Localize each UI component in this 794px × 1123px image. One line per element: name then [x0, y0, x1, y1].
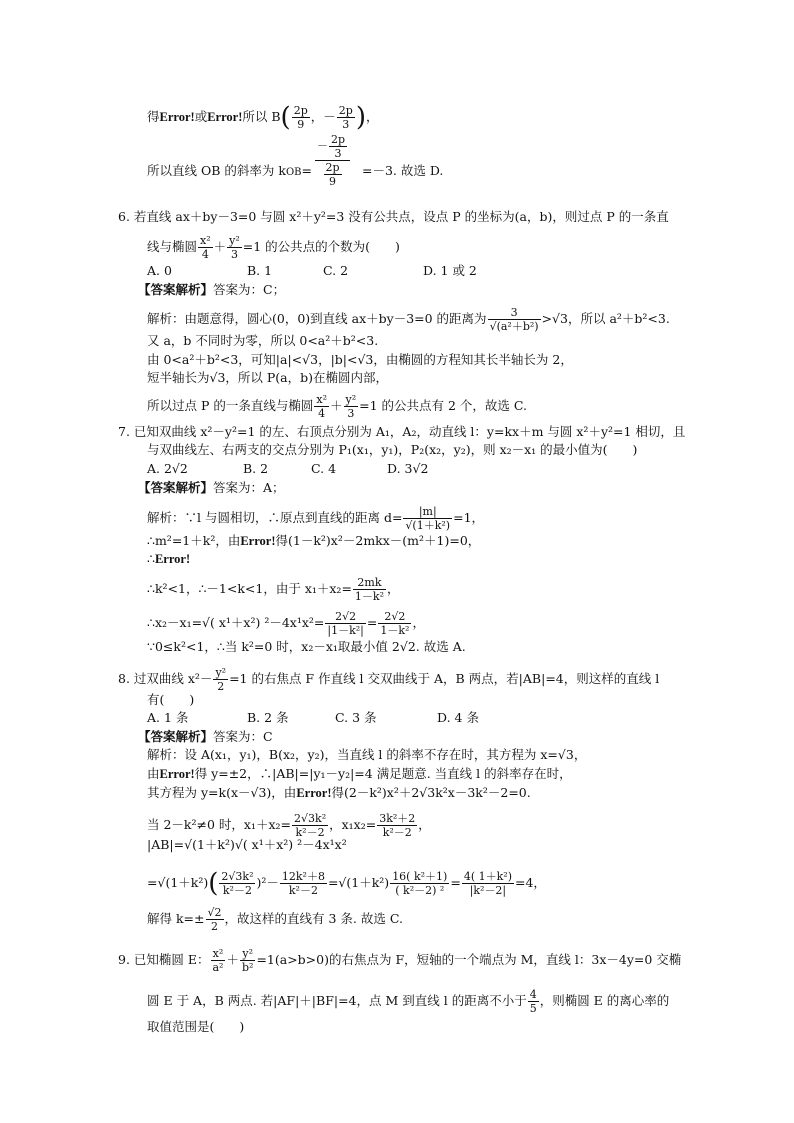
answer-label: 【答案解析】 — [138, 283, 214, 297]
option-b: B. 1 — [247, 263, 273, 278]
q6-stem-line2: 线与椭圆 $\frac{\text{x²}}{4}$ ＋ $\frac{\text{y²}}{3}$ =1 的公共点的个数为( ) — [147, 234, 400, 261]
answer-label: 【答案解析】 — [138, 481, 214, 495]
q7-stem-line2: 与双曲线左、右两支的交点分别为 P₁(x₁，y₁)，P₂(x₂，y₂)，则 x₂－x₁ 的最小值为( ) — [147, 442, 638, 457]
q8-stem-line2: 有( ) — [147, 692, 195, 707]
q8-solution-line2: 由Error!得 y=±2，∴|AB|=|y₁－y₂|=4 满足题意. 当直线 l 的斜率存在时， — [147, 766, 572, 781]
option-a: A. 0 — [147, 263, 172, 278]
q7-stem-line1: 7. 已知双曲线 x²－y²=1 的左、右顶点分别为 A₁，A₂，动直线 l：y=kx＋m 与圆 x²＋y²=1 相切，且 — [118, 424, 686, 439]
q6-solution-line3: 由 0<a²＋b²<3，可知|a|<√3，|b|<√3，由椭圆的方程知其长半轴长为 2， — [147, 352, 573, 367]
q5-slope-text: 所以直线 OB 的斜率为 kOB= =－3. 故选 D. — [147, 163, 444, 178]
q5-slope-line: － $\frac{2p}{3}$ $\frac{2p}{9}$ — [147, 133, 351, 188]
q7-options — [147, 461, 428, 477]
q7-solution-line5: ∴x₂－x₁=√( x¹＋x²) ²－4x¹x²= $\frac{2√2}{\text{|1－k²|}}$ = $\frac{2√2}{\text{1－k²}}$ ， — [147, 610, 425, 637]
option-c: C. 4 — [311, 461, 337, 476]
error-marker: Error! — [207, 110, 243, 124]
q6-solution-line4: 短半轴长为√3，所以 P(a，b)在椭圆内部， — [147, 370, 389, 385]
error-marker: Error! — [296, 786, 332, 800]
q6-answer: 【答案解析】答案为：C； — [138, 282, 286, 297]
q8-stem-line1: 8. 过双曲线 x²－ $\frac{\text{y²}}{2}$ =1 的右焦点 F 作直线 l 交双曲线于 A，B 两点，若|AB|=4，则这样的直线 l — [118, 666, 660, 693]
q6-solution-line2: 又 a，b 不同时为零，所以 0<a²＋b²<3. — [147, 333, 379, 348]
q9-stem-line1: 9. 已知椭圆 E： $\frac{\text{x²}}{\text{a²}}$ ＋ $\frac{\text{y²}}{\text{b²}}$ =1(a>b>0)的右焦点为 F，短轴的一个端点为 M，直线 l：3x－4y=0 交椭 — [118, 947, 682, 974]
q6-solution-line1: 解析：由题意得，圆心(0，0)到直线 ax＋by－3=0 的距离为 $\frac{3}{\text{√(a²＋b²)}}$ >√3，所以 a²＋b²<3. — [147, 306, 670, 333]
option-a: A. 1 条 — [147, 710, 189, 725]
option-d: D. 4 条 — [437, 710, 479, 725]
q8-options — [147, 710, 479, 726]
q6-options — [147, 263, 477, 279]
q5-point-b-line: 得Error!或Error!所以 B( $\frac{2p}{9}$ ，－ $\frac{2p}{3}$ )， — [147, 102, 379, 133]
q8-solution-line7: 解得 k=± $\frac{√2}{2}$ ，故这样的直线有 3 条. 故选 C. — [147, 906, 403, 933]
option-b: B. 2 — [243, 461, 269, 476]
q7-solution-line1: 解析：∵l 与圆相切，∴原点到直线的距离 d= $\frac{|m|}{\text{√(1＋k²)}}$ =1， — [147, 505, 485, 532]
q8-answer: 【答案解析】答案为：C — [138, 729, 273, 744]
option-c: C. 3 条 — [335, 710, 377, 725]
error-marker: Error! — [159, 110, 195, 124]
answer-label: 【答案解析】 — [138, 730, 214, 744]
option-d: D. 3√2 — [387, 461, 429, 476]
q9-stem-line2: 圆 E 于 A，B 两点. 若|AF|＋|BF|=4，点 M 到直线 l 的距离不小于 $\frac{4}{5}$ ，则椭圆 E 的离心率的 — [147, 988, 670, 1015]
option-c: C. 2 — [323, 263, 349, 278]
option-b: B. 2 条 — [247, 710, 289, 725]
error-marker: Error! — [240, 534, 276, 548]
q9-stem-line3: 取值范围是( ) — [147, 1019, 245, 1034]
q7-solution-line4: ∴k²<1，∴－1<k<1，由于 x₁＋x₂= $\frac{2mk}{\text{1－k²}}$ ， — [147, 576, 400, 603]
q7-answer: 【答案解析】答案为：A； — [138, 480, 285, 495]
q8-solution-line5: |AB|=√(1＋k²)√( x¹＋x²) ²－4x¹x² — [147, 837, 347, 852]
q7-solution-line6: ∵0≤k²<1，∴当 k²=0 时，x₂－x₁取最小值 2√2. 故选 A. — [147, 639, 466, 654]
error-marker: Error! — [154, 552, 191, 566]
option-a: A. 2√2 — [147, 461, 188, 476]
q8-solution-line1: 解析：设 A(x₁，y₁)，B(x₂，y₂)，当直线 l 的斜率不存在时，其方程为 x=√3， — [147, 747, 587, 762]
q7-solution-line2: ∴m²=1＋k²，由Error!得(1－k²)x²－2mkx－(m²＋1)=0， — [147, 533, 481, 548]
q6-stem-line1: 6. 若直线 ax＋by－3=0 与圆 x²＋y²=3 没有公共点，设点 P 的坐标为(a，b)，则过点 P 的一条直 — [118, 209, 669, 224]
q8-solution-line3: 其方程为 y=k(x－√3)，由Error!得(2－k²)x²＋2√3k²x－3k²－2=0. — [147, 785, 531, 800]
q8-solution-line6: =√(1＋k²)( $\frac{\text{2√3k²}}{\text{k²－2}}$ )²－ $\frac{\text{12k²＋8}}{\text{k²－2}}$ =√(1＋k²) $\frac{\text{16( k²＋1)}}{\text{( k²－2) ²}}$ = $\frac{\text{4( 1＋k²)}}{\text{|k²－2|}}$ =4， — [147, 868, 546, 899]
q8-solution-line4: 当 2－k²≠0 时，x₁＋x₂= $\frac{\text{2√3k²}}{\text{k²－2}}$ ，x₁x₂= $\frac{\text{3k²＋2}}{\text{k²－2}}$ ， — [147, 812, 431, 839]
q7-solution-line3: ∴Error! — [147, 551, 191, 566]
error-marker: Error! — [159, 767, 195, 781]
option-d: D. 1 或 2 — [423, 263, 477, 278]
q6-solution-line5: 所以过点 P 的一条直线与椭圆 $\frac{\text{x²}}{4}$ ＋ $\frac{\text{y²}}{3}$ =1 的公共点有 2 个，故选 C. — [147, 393, 527, 420]
